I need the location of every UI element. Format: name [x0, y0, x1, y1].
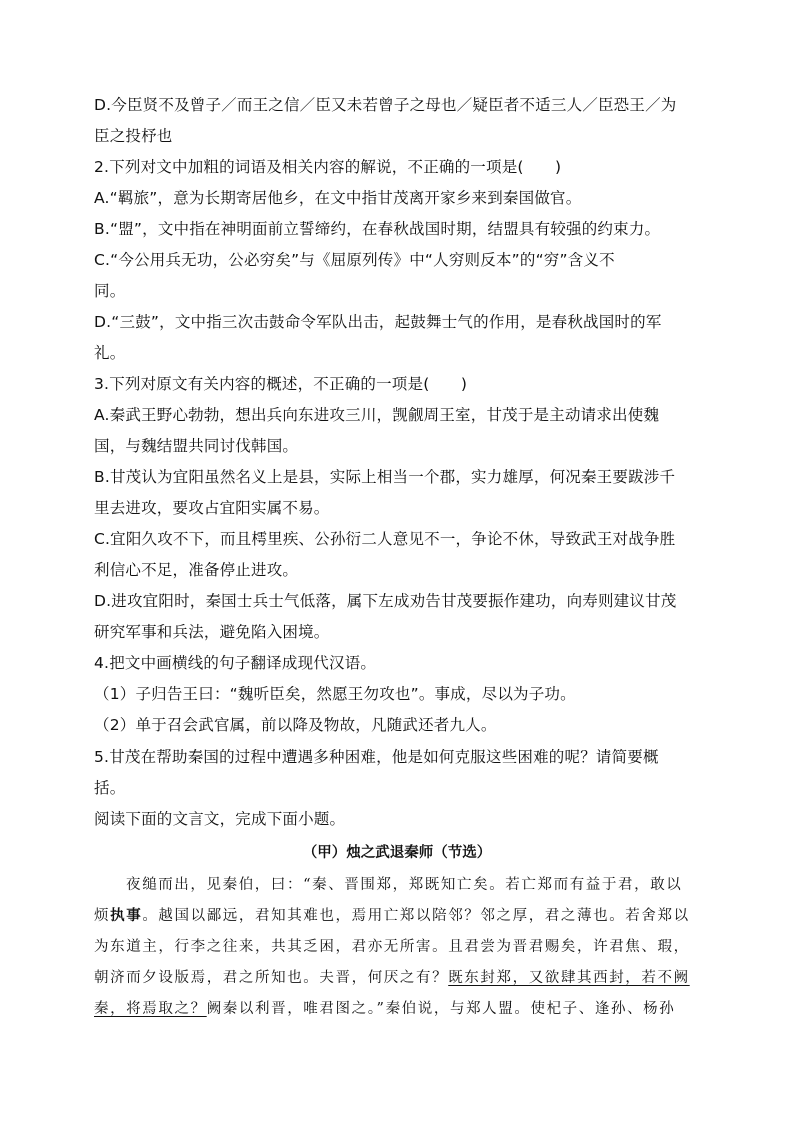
bold-term-zhishi: 执事: [110, 907, 143, 924]
q2-stem: 2.下列对文中加粗的词语及相关内容的解说，不正确的一项是( ): [94, 158, 562, 176]
q5-stem-line2: 括。: [94, 779, 126, 797]
passage-line-5-b: 阙秦以利晋，唯君图之。”秦伯说，与郑人盟。使杞子、逢孙、杨孙: [206, 1001, 676, 1017]
passage-line-4: [94, 967, 714, 989]
underlined-sentence-part2: 秦，将焉取之？: [94, 1001, 207, 1017]
q3-option-a-line2: 国，与魏结盟共同讨伐韩国。: [94, 437, 299, 455]
q3-option-c-line1: C.宜阳久攻不下，而且樗里疾、公孙衍二人意见不一，争论不休，导致武王对战争胜: [94, 530, 676, 548]
q2-option-b: B.“盟”，文中指在神明面前立誓缔约，在春秋战国时期，结盟具有较强的约束力。: [94, 220, 661, 238]
q3-option-d-line2: 研究军事和兵法，避免陷入困境。: [94, 623, 330, 641]
q1-option-d-line2: 臣之投杼也: [94, 127, 173, 145]
q5-stem-line1: 5.甘茂在帮助秦国的过程中遭遇多种困难，他是如何克服这些困难的呢？请简要概: [94, 748, 659, 766]
q3-stem: 3.下列对原文有关内容的概述，不正确的一项是( ): [94, 375, 468, 393]
underlined-sentence-part1: 既东封郑，又欲肆其西封，若不阙: [448, 970, 690, 986]
q2-option-d-line1: D.“三鼓”，文中指三次击鼓命令军队出击，起鼓舞士气的作用，是春秋战国时的军: [94, 313, 662, 331]
q4-item1: （1）子归告王曰：“魏听臣矣，然愿王勿攻也”。事成，尽以为子功。: [94, 685, 576, 703]
q3-option-b-line2: 里去进攻，要攻占宜阳实属不易。: [94, 499, 330, 517]
passage-line-2: [94, 905, 714, 927]
passage-line-2-a: 烦: [94, 908, 111, 924]
q3-option-a-line1: A.秦武王野心勃勃，想出兵向东进攻三川，觊觎周王室，甘茂于是主动请求出使魏: [94, 406, 660, 424]
passage-line-5: [94, 998, 714, 1020]
passage-line-1: 夜缒而出，见秦伯，曰：“秦、晋围郑，郑既知亡矣。若亡郑而有益于君，敢以: [126, 877, 683, 893]
q1-option-d-line1: D.今臣贤不及曾子／而王之信／臣又未若曾子之母也／疑臣者不适三人／臣恐王／为: [94, 96, 677, 114]
passage-line-4-a: 朝济而夕设版焉，君之所知也。夫晋，何厌之有？: [94, 970, 449, 986]
passage-title: （甲）烛之武退秦师（节选）: [302, 844, 492, 861]
q4-item2: （2）单于召会武官属，前以降及物故，凡随武还者九人。: [94, 716, 497, 734]
q2-option-d-line2: 礼。: [94, 344, 126, 362]
q2-option-c-line2: 同。: [94, 282, 126, 300]
q4-stem: 4.把文中画横线的句子翻译成现代汉语。: [94, 654, 377, 672]
q2-option-c-line1: C.“今公用兵无功，公必穷矣”与《屈原列传》中“人穷则反本”的“穷”含义不: [94, 251, 615, 269]
reading-instruction: 阅读下面的文言文，完成下面小题。: [94, 810, 346, 828]
passage-line-2-b: 。越国以鄙远，君知其难也，焉用亡郑以陪邻？邻之厚，君之薄也。若舍郑以: [142, 908, 690, 924]
q3-option-c-line2: 利信心不足，准备停止进攻。: [94, 561, 299, 579]
q3-option-b-line1: B.甘茂认为宜阳虽然名义上是县，实际上相当一个郡，实力雄厚，何况秦王要跋涉千: [94, 468, 676, 486]
q2-option-a: A.“羁旅”，意为长期寄居他乡，在文中指甘茂离开家乡来到秦国做官。: [94, 189, 582, 207]
q3-option-d-line1: D.进攻宜阳时，秦国士兵士气低落，属下左成劝告甘茂要振作建功，向寿则建议甘茂: [94, 592, 677, 610]
passage-line-3: 为东道主，行李之往来，共其乏困，君亦无所害。且君尝为晋君赐矣，许君焦、瑕，: [94, 939, 690, 955]
